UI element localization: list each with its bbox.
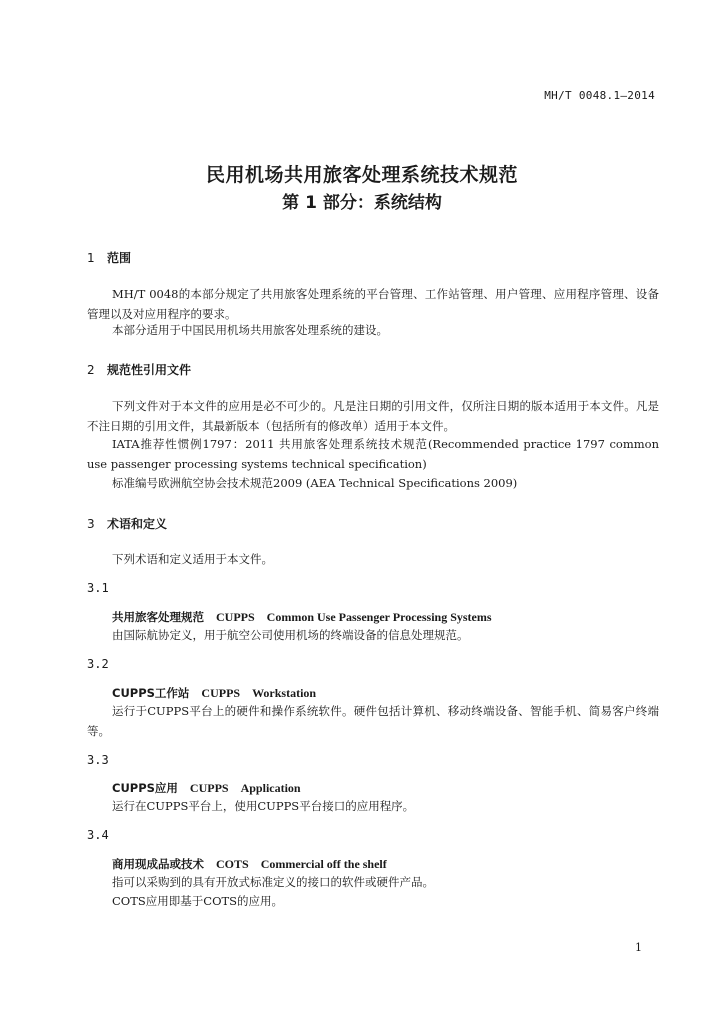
term-heading (112, 609, 492, 625)
page-number: 1 (635, 941, 642, 954)
term-abbreviation: CUPPS (189, 781, 229, 795)
term-number: 3.2 (87, 657, 109, 671)
section-number: 1 (87, 251, 95, 265)
term-number: 3.3 (87, 753, 109, 767)
term-heading (112, 856, 387, 872)
section-title: 术语和定义 (107, 517, 168, 531)
term-english: Commercial off the shelf (260, 857, 387, 871)
term-chinese: CUPPS应用 (112, 781, 178, 795)
term-chinese: CUPPS工作站 (112, 686, 190, 700)
section-2-reference-1: IATA推荐性惯例1797：2011 共用旅客处理系统技术规范(Recommended practice 1797 common use passenger processing systems technical specification) (87, 437, 659, 471)
term-note: COTS应用即基于COTS的应用。 (112, 894, 284, 908)
section-1-paragraph-1: MH/T 0048的本部分规定了共用旅客处理系统的平台管理、工作站管理、用户管理、应用程序管理、设备管理以及对应用程序的要求。 (87, 287, 659, 321)
term-number: 3.4 (87, 828, 109, 842)
term-definition: 由国际航协定义，用于航空公司使用机场的终端设备的信息处理规范。 (112, 628, 469, 642)
term-heading (112, 685, 316, 701)
section-2-heading (87, 361, 191, 378)
section-2-reference-2: 标准编号欧洲航空协会技术规范2009 (AEA Technical Specifications 2009) (112, 476, 518, 490)
document-title: 民用机场共用旅客处理系统技术规范 (205, 164, 518, 186)
term-number: 3.1 (87, 581, 109, 595)
section-1-paragraph-2: 本部分适用于中国民用机场共用旅客处理系统的建设。 (112, 323, 388, 337)
term-abbreviation: CUPPS (201, 686, 241, 700)
term-definition: 运行于CUPPS平台上的硬件和操作系统软件。硬件包括计算机、移动终端设备、智能手机、简易客户终端等。 (87, 704, 659, 738)
term-english: Application (240, 781, 301, 795)
section-3-intro: 下列术语和定义适用于本文件。 (112, 552, 273, 566)
term-definition: 运行在CUPPS平台上，使用CUPPS平台接口的应用程序。 (112, 799, 415, 813)
section-3-heading (87, 515, 167, 532)
term-chinese: 共用旅客处理规范 (112, 610, 204, 624)
section-1-heading (87, 249, 131, 266)
document-subtitle: 第 1 部分：系统结构 (282, 193, 442, 213)
term-abbreviation: CUPPS (216, 610, 255, 624)
term-english: Workstation (252, 686, 317, 700)
section-number: 3 (87, 517, 95, 531)
term-heading (112, 780, 301, 796)
term-chinese: 商用现成品或技术 (112, 857, 204, 871)
section-title: 范围 (107, 251, 132, 265)
section-title: 规范性引用文件 (107, 363, 192, 377)
term-definition: 指可以采购到的具有开放式标准定义的接口的软件或硬件产品。 (112, 875, 434, 889)
standard-code: MH/T 0048.1—2014 (544, 89, 655, 102)
term-english: Common Use Passenger Processing Systems (266, 610, 492, 624)
section-number: 2 (87, 363, 95, 377)
section-2-paragraph-1: 下列文件对于本文件的应用是必不可少的。凡是注日期的引用文件，仅所注日期的版本适用于本文件。凡是不注日期的引用文件，其最新版本（包括所有的修改单）适用于本文件。 (87, 399, 659, 433)
term-abbreviation: COTS (216, 857, 249, 871)
